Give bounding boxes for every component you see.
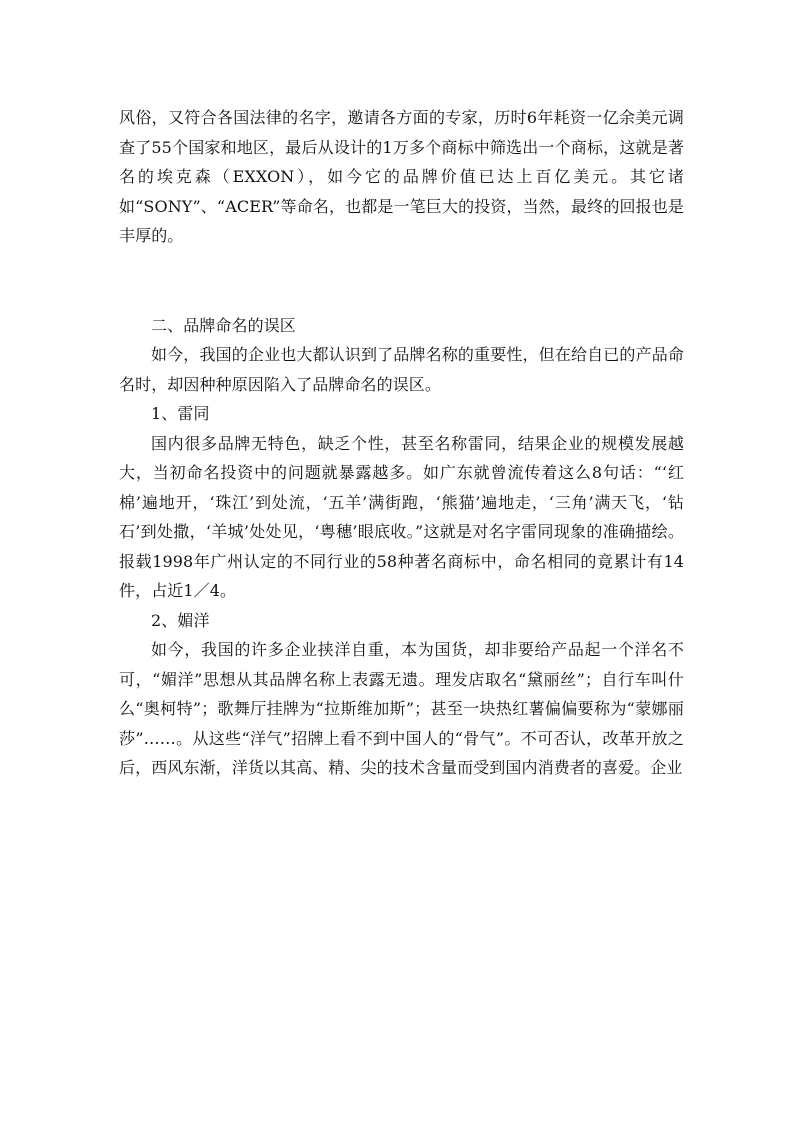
section-spacer <box>119 251 684 311</box>
subsection-paragraph-1: 国内很多品牌无特色，缺乏个性，甚至名称雷同，结果企业的规模发展越大，当初命名投资中的问题就暴露越多。如广东就曾流传着这么8句话：“‘红棉’遍地开，‘珠江’到处流，‘五羊’满街跑，‘熊猫’遍地走，‘三角’满天飞，‘钻石’到处撒，‘羊城’处处见，‘粤穗’眼底收。”这就是对名字雷同现象的准确描绘。报载1998年广州认定的不同行业的58种著名商标中，命名相同的竟累计有14件，占近1／4。 <box>119 433 684 600</box>
paragraph-continuation: 风俗，又符合各国法律的名字，邀请各方面的专家，历时6年耗资一亿余美元调查了55个国家和地区，最后从设计的1万多个商标中筛选出一个商标，这就是著名的埃克森（EXXON），如今它的品牌价值已达上百亿美元。其它诸如“SONY”、“ACER”等命名，也都是一笔巨大的投资，当然，最终的回报也是丰厚的。 <box>119 108 684 245</box>
section-intro-paragraph: 如今，我国的企业也大都认识到了品牌名称的重要性，但在给自已的产品命名时，却因种种原因陷入了品牌命名的误区。 <box>119 345 684 394</box>
document-body <box>119 103 684 783</box>
section-heading: 二、品牌命名的误区 <box>151 315 296 335</box>
subsection-heading-2: 2、媚洋 <box>151 610 210 630</box>
subsection-heading-1: 1、雷同 <box>151 404 210 423</box>
subsection-paragraph-2: 如今，我国的许多企业挟洋自重，本为国货，却非要给产品起一个洋名不可，“媚洋”思想从其品牌名称上表露无遗。理发店取名“黛丽丝”；自行车叫什么“奥柯特”；歌舞厅挂牌为“拉斯维加斯”；甚至一块热红薯偏偏要称为“蒙娜丽莎”……。从这些“洋气”招牌上看不到中国人的“骨气”。不可否认，改革开放之后，西风东渐，洋货以其高、精、尖的技术含量而受到国内消费者的喜爱。企业 <box>119 640 684 777</box>
